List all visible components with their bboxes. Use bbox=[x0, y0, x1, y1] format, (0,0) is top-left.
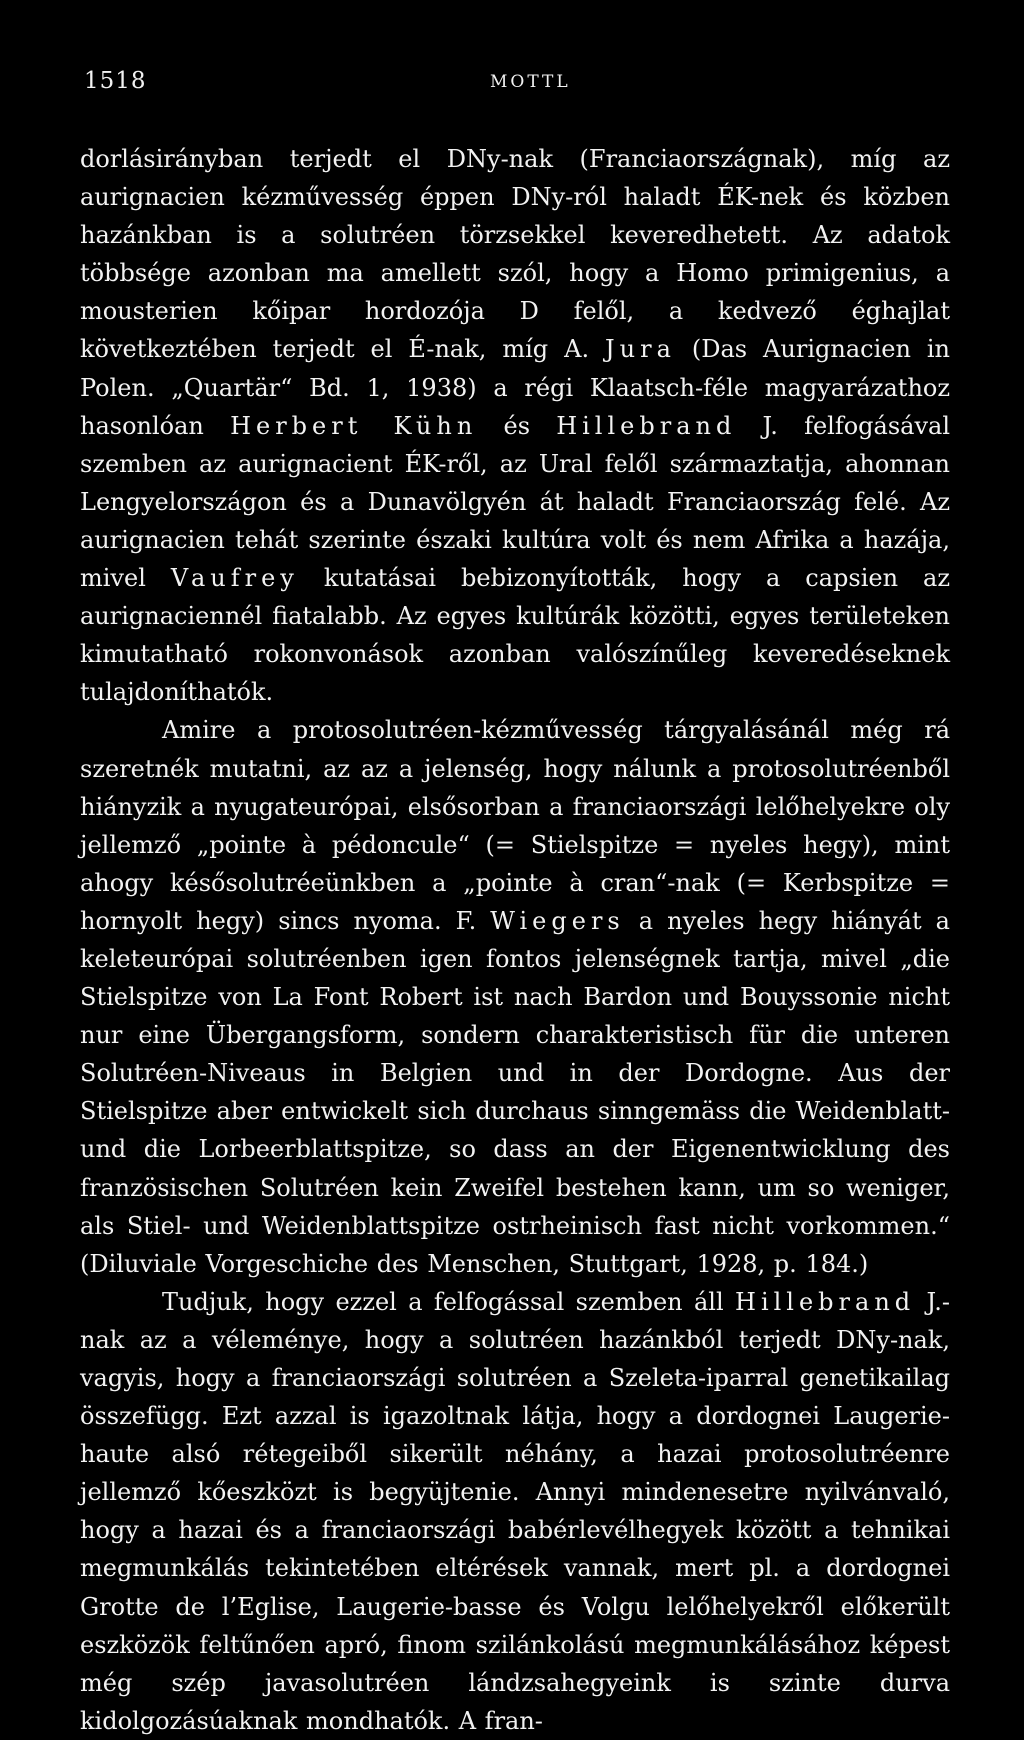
text-segment: a nyeles hegy hiányát a keleteurópai solutréenben igen fontos jelenségnek tartja, mivel „die Stielspitze von La Font Robert ist nach Bardon und Bouyssonie nicht nur eine Übergangsform, sondern charakteristisch für die unteren Solutréen-Niveaus in Belgien und in der Dordogne. Aus der Stielspitze aber entwickelt sich durchaus sinngemäss die Weidenblatt- und die Lorbeerblattspitze, so dass an der Eigenentwicklung des französischen Solutréen kein Zweifel bestehen kann, um so weniger, als Stiel- und Weidenblattspitze ostrheinisch fast nicht vorkommen.“ (Diluviale Vorgeschiche des Menschen, Stuttgart, 1928, p. 184.) bbox=[80, 906, 950, 1278]
text-segment: Tudjuk, hogy ezzel a felfogással szemben áll bbox=[162, 1287, 736, 1316]
text-segment: és bbox=[477, 411, 557, 440]
text-segment: J.-nak az a véleménye, hogy a solutréen hazánkból terjedt DNy-nak, vagyis, hogy a franciaországi solutréen a Szeleta-iparral genetikailag összefügg. Ezt azzal is igazoltnak látja, hogy a dordognei Laugerie-haute alsó rétegeiből sikerült néhány, a hazai protosolutréenre jellemző kőeszközt is begyüjtenie. Annyi mindenesetre nyilvánvaló, hogy a hazai és a franciaországi babérlevélhegyek között a tehnikai megmunkálás tekintetében eltérések vannak, mert pl. a dordognei Grotte de l’Eglise, Laugerie-basse és Volgu lelőhelyekről előkerült eszközök feltűnően apró, finom szilánkolású megmunkálásához képest még szép javasolutréen lándzsahegyeink is szinte durva kidolgozásúaknak mondhatók. A fran- bbox=[80, 1287, 951, 1735]
author-name-spaced: Jura bbox=[605, 335, 676, 364]
text-segment: dorlásirányban terjedt el DNy-nak (Franciaországnak), míg az aurignacien kézművesség éppen DNy-ról haladt ÉK-nek és közben hazánkban is a solutréen törzsekkel keveredhetett. Az adatok többsége azonban ma amellett szól, hogy a Homo primigenius, a mousterien kőipar hordozója D felől, a kedvező éghajlat következtében terjedt el É-nak, míg A. bbox=[80, 145, 950, 364]
author-name-spaced: Herbert Kühn bbox=[230, 411, 478, 440]
text-segment: J. felfogásával szemben az aurignacient ÉK-ről, az Ural felől származtatja, ahonnan Lengyelországon és a Dunavölgyén át haladt Franciaország felé. Az aurignacien tehát szerinte északi kultúra volt és nem Afrika a hazája, mivel bbox=[80, 411, 951, 593]
author-name-spaced: Wiegers bbox=[490, 906, 625, 935]
text-segment: Amire a protosolutréen-kézművesség tárgyalásánál még rá szeretnék mutatni, az az a jelenség, hogy nálunk a protosolutréenből hiányzik a nyugateurópai, elsősorban a franciaországi lelőhelyekre oly jellemző „pointe à pédoncule“ (= Stielspitze = nyeles hegy), mint ahogy késősolutréeünkben a „pointe à cran“-nak (= Kerbspitze = hornyolt hegy) sincs nyoma. F. bbox=[80, 716, 950, 935]
running-head bbox=[80, 62, 950, 102]
running-title: MOTTL bbox=[490, 72, 571, 92]
body-text bbox=[80, 140, 950, 1740]
paragraph bbox=[80, 1283, 950, 1740]
author-name-spaced: Hillebrand bbox=[735, 1287, 916, 1316]
author-name-spaced: Vaufrey bbox=[170, 564, 299, 593]
page-number: 1518 bbox=[84, 68, 147, 94]
book-page bbox=[80, 62, 950, 1740]
paragraph bbox=[80, 711, 950, 1282]
text-segment: (Das Aurignacien in Polen. „Quartär“ Bd. 1, 1938) a régi Klaatsch-féle magyarázathoz hasonlóan bbox=[80, 335, 950, 440]
text-segment: kutatásai bebizonyították, hogy a capsien az aurignaciennél fiatalabb. Az egyes kultúrák közötti, egyes területeken kimutatható rokonvonások azonban valószínűleg keveredéseknek tulajdoníthatók. bbox=[80, 564, 950, 707]
author-name-spaced: Hillebrand bbox=[556, 411, 737, 440]
paragraph bbox=[80, 140, 950, 711]
